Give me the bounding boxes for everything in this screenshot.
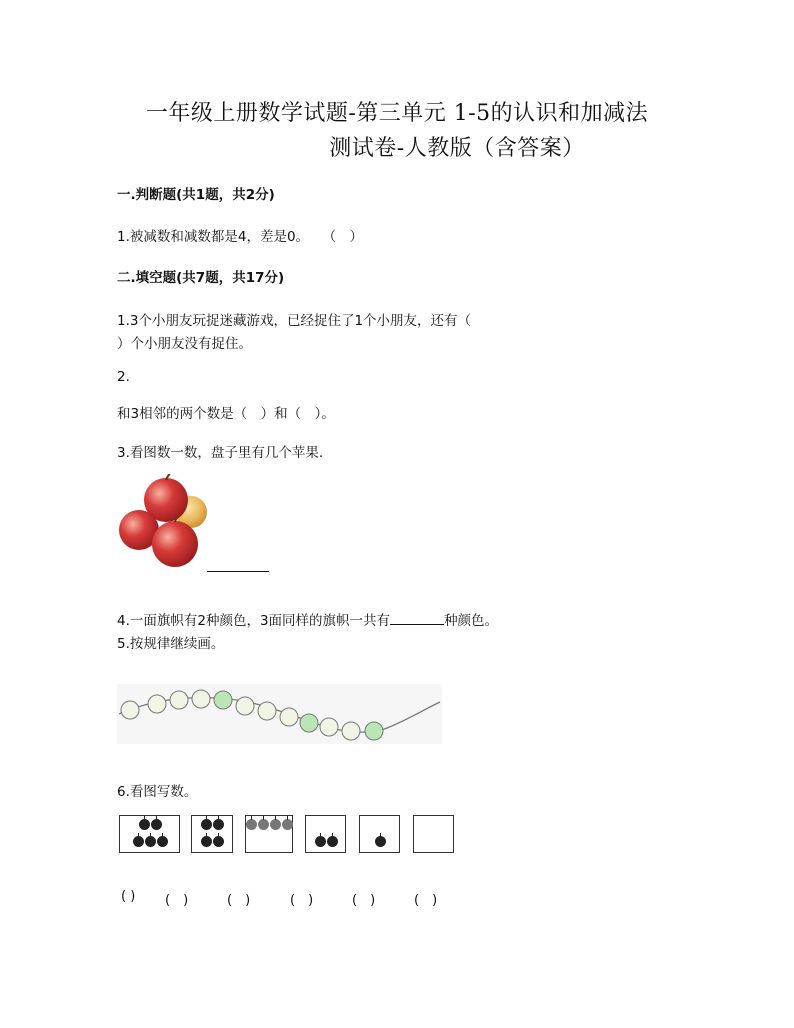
question4-text-part1: 4.一面旗帜有2种颜色，3面同样的旗帜一共有 [117,613,391,629]
counting-box [191,815,233,853]
bead [236,697,254,715]
apple-icon [213,819,224,830]
section2-question2-number: 2. [117,369,130,385]
apple-icon [315,836,326,847]
counting-box [305,815,346,853]
section2-question3: 3.看图数一数，盘子里有几个苹果. [117,445,324,461]
section2-question1-line2: ）个小朋友没有捉住。 [117,336,252,352]
apple-icon [201,836,212,847]
apple-icon [282,819,293,830]
answer-paren-6: ( ) [414,893,438,908]
apple-icon [151,819,162,830]
bead [365,722,383,740]
document-title-line1: 一年级上册数学试题-第三单元 1-5的认识和加减法 [145,101,649,126]
apple-icon [133,836,144,847]
document-title-line2: 测试卷-人教版（含答案） [329,136,585,161]
bead [214,691,232,709]
question3-answer-line [207,571,269,572]
section2-question5: 5.按规律继续画。 [117,636,225,652]
counting-box [245,815,293,853]
answer-paren-2: ( ) [165,893,189,908]
bead [148,695,166,713]
bead [121,701,139,719]
question4-text-part2: 种颜色。 [444,613,499,629]
section2-question4 [117,609,498,629]
apple-icon [157,836,168,847]
bead-pattern-image [117,684,442,744]
apple-icon [144,474,188,522]
bead [170,691,188,709]
apple-icon [270,819,281,830]
apple-icon [375,836,386,847]
section1-question1: 1.被减数和减数都是4，差是0。 （ ） [117,229,364,245]
question4-answer-blank [390,612,444,625]
apple-icon [327,836,338,847]
bead [192,690,210,708]
answer-paren-5: ( ) [352,893,376,908]
counting-box [359,815,400,853]
apple-icon [246,819,257,830]
bead [300,714,318,732]
bead [342,722,360,740]
apple-icon [139,819,150,830]
apple-icon [258,819,269,830]
apple-icon [201,819,212,830]
apple-icon [213,836,224,847]
answer-paren-4: ( ) [290,893,314,908]
apple-icon [145,836,156,847]
answer-paren-3: ( ) [227,893,251,908]
bead [320,718,338,736]
section2-heading: 二.填空题(共7题，共17分) [117,270,285,286]
section2-question1-line1: 1.3个小朋友玩捉迷藏游戏，已经捉住了1个小朋友，还有（ [117,313,472,329]
bead [258,702,276,720]
section2-question2-text: 和3相邻的两个数是（ ）和（ ）。 [117,406,335,422]
counting-box [119,815,180,853]
bead [280,708,298,726]
apples-image [117,474,209,572]
answer-paren-1: ( ) [121,889,136,904]
counting-box [413,815,454,853]
section2-question6: 6.看图写数。 [117,784,198,800]
section1-heading: 一.判断题(共1题，共2分) [117,187,275,203]
